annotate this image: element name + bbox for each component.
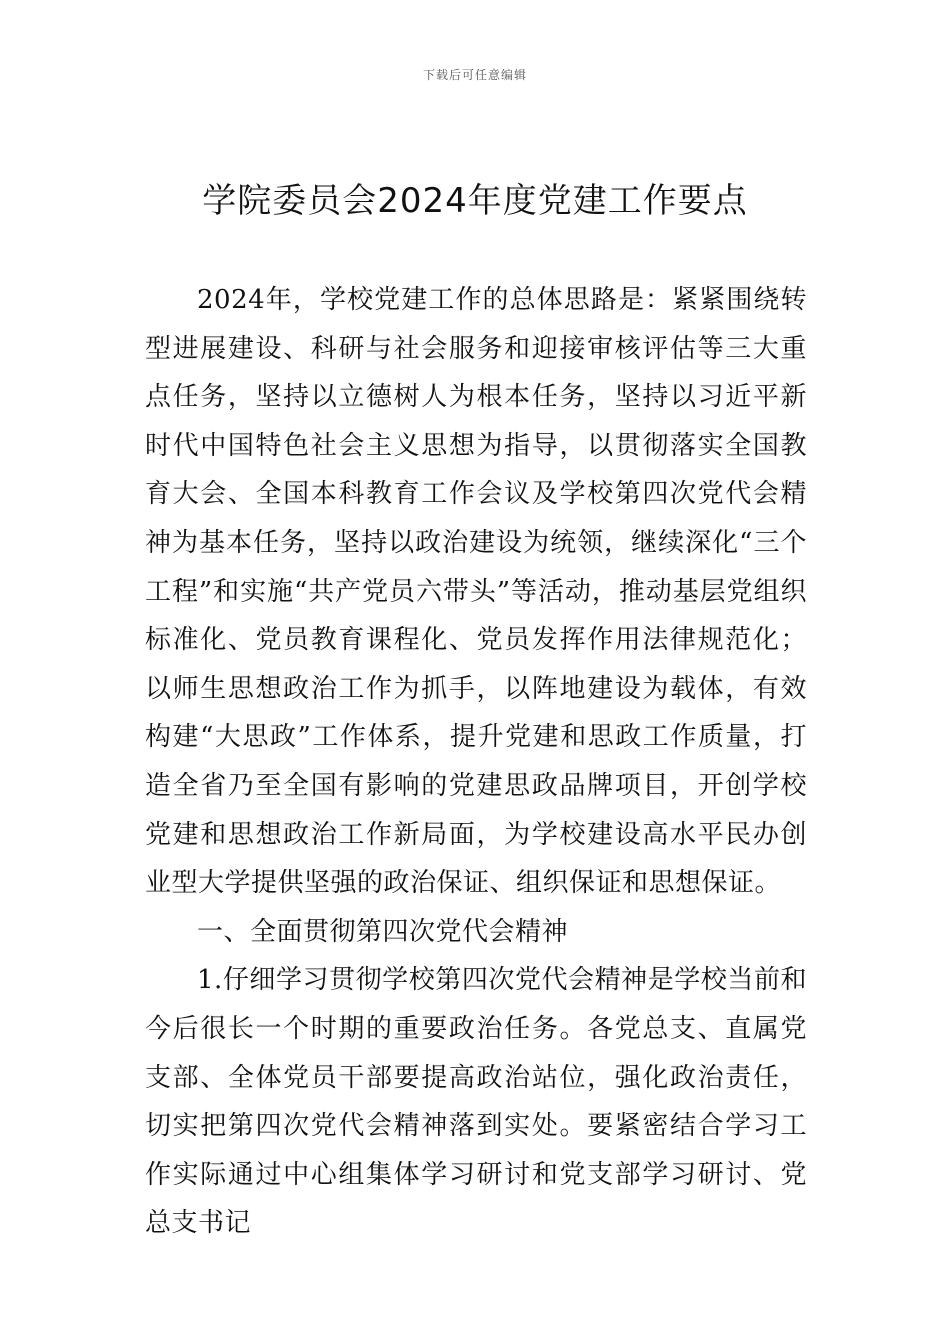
section-heading-1: 一、全面贯彻第四次党代会精神 xyxy=(197,916,569,947)
header-note: 下载后可任意编辑 xyxy=(422,68,527,82)
paragraph-overview: 2024年，学校党建工作的总体思路是：紧紧围绕转型进展建设、科研与社会服务和迎接审核评估等三大重点任务，坚持以立德树人为根本任务，坚持以习近平新时代中国特色社会主义思想为指导，以贯彻落实全国教育大会、全国本科教育工作会议及学校第四次党代会精神为基本任务，坚持以政治建设为统领，继续深化“三个工程”和实施“共产党员六带头”等活动，推动基层党组织标准化、党员教育课程化、党员发挥作用法律规范化；以师生思想政治工作为抓手，以阵地建设为载体，有效构建“大思政”工作体系，提升党建和思政工作质量，打造全省乃至全国有影响的党建思政品牌项目，开创学校党建和思想政治工作新局面，为学校建设高水平民办创业型大学提供坚强的政治保证、组织保证和思想保证。 xyxy=(145,285,807,899)
document-body xyxy=(145,276,807,1248)
paragraph-item-1: 1.仔细学习贯彻学校第四次党代会精神是学校当前和今后很长一个时期的重要政治任务。各党总支、直属党支部、全体党员干部要提高政治站位，强化政治责任，切实把第四次党代会精神落到实处。要紧密结合学习工作实际通过中心组集体学习研讨和党支部学习研讨、党总支书记 xyxy=(145,965,807,1239)
document-title: 学院委员会2024年度党建工作要点 xyxy=(202,181,748,221)
